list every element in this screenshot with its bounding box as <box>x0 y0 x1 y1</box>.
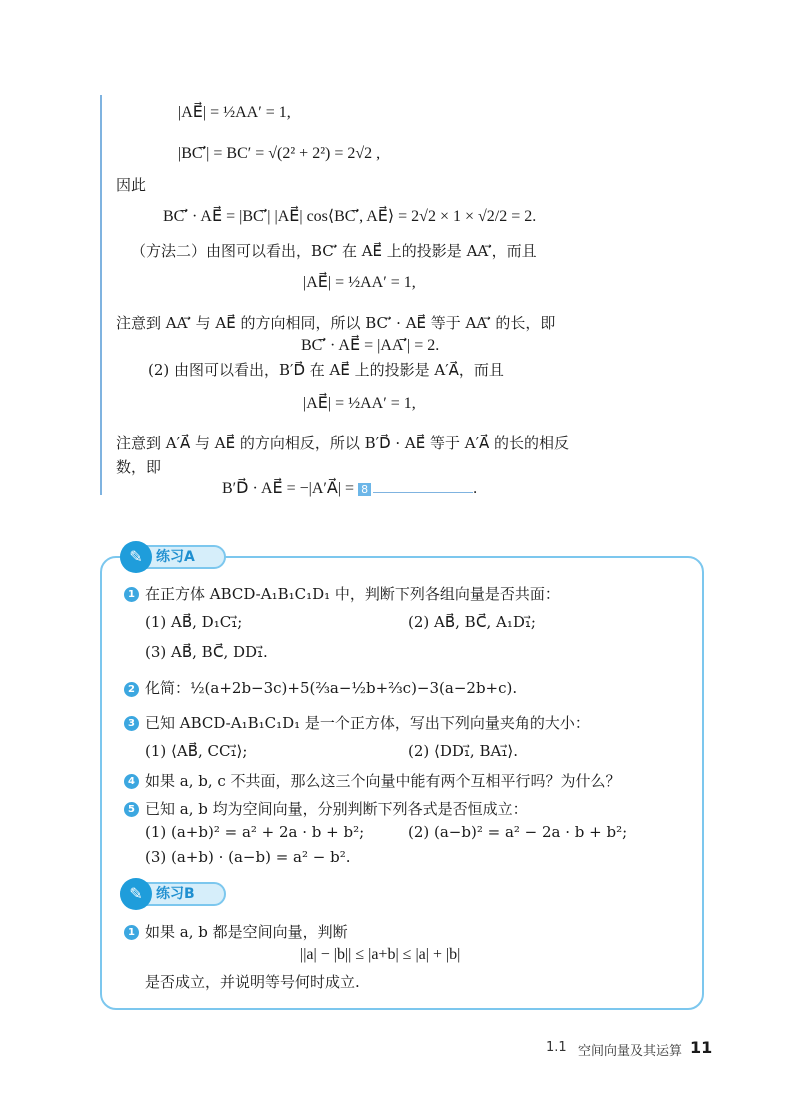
exa-q5-part2: (2) (a−b)² = a² − 2a · b + b²; <box>408 823 628 841</box>
exa-q3-part1: (1) ⟨AB⃗, CC₁⃗⟩; <box>145 742 248 760</box>
page-number: 11 <box>690 1038 713 1057</box>
bullet-1: 1 <box>124 587 139 602</box>
pencil-icon: ✎ <box>120 878 152 910</box>
exa-q1-part2: (2) AB⃗, BC⃗, A₁D₁⃗; <box>408 613 536 631</box>
exa-q2: 化简：½(a+2b−3c)+5(⅔a−½b+⅔c)−3(a−2b+c). <box>145 679 518 697</box>
exb-q1-inequality: ||a| − |b|| ≤ |a+b| ≤ |a| + |b| <box>300 946 461 963</box>
eq-dot-product: BC′⃗ · AE⃗ = |BC′⃗| |AE⃗| cos⟨BC′⃗, AE⃗⟩ = 2√2 × 1 × √2/2 = 2. <box>163 208 537 225</box>
exa-q1-part3: (3) AB⃗, BC⃗, DD₁⃗. <box>145 643 268 661</box>
exercise-a-tag <box>120 545 226 569</box>
answer-blank[interactable] <box>373 481 473 493</box>
eq-ae-length: |AE⃗| = ½AA′ = 1, <box>178 104 291 121</box>
exb-q1: 如果 a, b 都是空间向量，判断 <box>145 923 348 941</box>
text-note-opposite: 注意到 A′A⃗ 与 AE⃗ 的方向相反，所以 B′D⃗ · AE⃗ 等于 A′A⃗ 的长的相反 <box>116 434 570 452</box>
exercise-b-tag <box>120 882 226 906</box>
eq-bc-length: |BC′⃗| = BC′ = √(2² + 2²) = 2√2 , <box>178 145 381 162</box>
eq-final-text: B′D⃗ · AE⃗ = −|A′A⃗| = <box>222 480 355 497</box>
exa-q5-part1: (1) (a+b)² = a² + 2a · b + b²; <box>145 823 365 841</box>
exa-q5-part3: (3) (a+b) · (a−b) = a² − b². <box>145 848 351 866</box>
eq-ae-length-3: |AE⃗| = ½AA′ = 1, <box>303 395 416 412</box>
margin-bar <box>100 95 102 495</box>
eq-final <box>222 478 477 498</box>
bullet-2: 2 <box>124 682 139 697</box>
pencil-icon: ✎ <box>120 541 152 573</box>
exa-q1: 在正方体 ABCD-A₁B₁C₁D₁ 中，判断下列各组向量是否共面： <box>145 585 560 603</box>
exercise-a-title: 练习A <box>156 549 195 565</box>
text-method-two: （方法二）由图可以看出，BC′⃗ 在 AE⃗ 上的投影是 AA′⃗，而且 <box>131 242 537 260</box>
bullet-5: 5 <box>124 802 139 817</box>
exercise-b-title: 练习B <box>156 886 195 902</box>
exa-q3-part2: (2) ⟨DD₁⃗, BA₁⃗⟩. <box>408 742 518 760</box>
exa-q3: 已知 ABCD-A₁B₁C₁D₁ 是一个正方体，写出下列向量夹角的大小： <box>145 714 590 732</box>
text-part-two: (2) 由图可以看出，B′D⃗ 在 AE⃗ 上的投影是 A′A⃗，而且 <box>148 361 504 379</box>
blank-number-badge: 8 <box>358 483 371 496</box>
exa-q5: 已知 a, b 均为空间向量，分别判断下列各式是否恒成立： <box>145 800 528 818</box>
eq-dot-product-2: BC′⃗ · AE⃗ = |AA′⃗| = 2. <box>301 337 440 354</box>
eq-final-period: . <box>473 480 478 497</box>
footer-title: 空间向量及其运算 <box>578 1044 683 1059</box>
bullet-4: 4 <box>124 774 139 789</box>
text-therefore: 因此 <box>116 176 147 194</box>
exa-q4: 如果 a, b, c 不共面，那么这三个向量中能有两个互相平行吗？为什么？ <box>145 772 621 790</box>
exb-q1-end: 是否成立，并说明等号何时成立. <box>145 973 360 991</box>
text-that-is: 数，即 <box>116 458 162 476</box>
text-note-same-direction: 注意到 AA′⃗ 与 AE⃗ 的方向相同，所以 BC′⃗ · AE⃗ 等于 AA′⃗ 的长，即 <box>116 314 556 332</box>
exa-q1-part1: (1) AB⃗, D₁C₁⃗; <box>145 613 243 631</box>
bullet-3: 3 <box>124 716 139 731</box>
eq-ae-length-2: |AE⃗| = ½AA′ = 1, <box>303 274 416 291</box>
footer-section: 1.1 <box>546 1040 567 1055</box>
bullet-1: 1 <box>124 925 139 940</box>
